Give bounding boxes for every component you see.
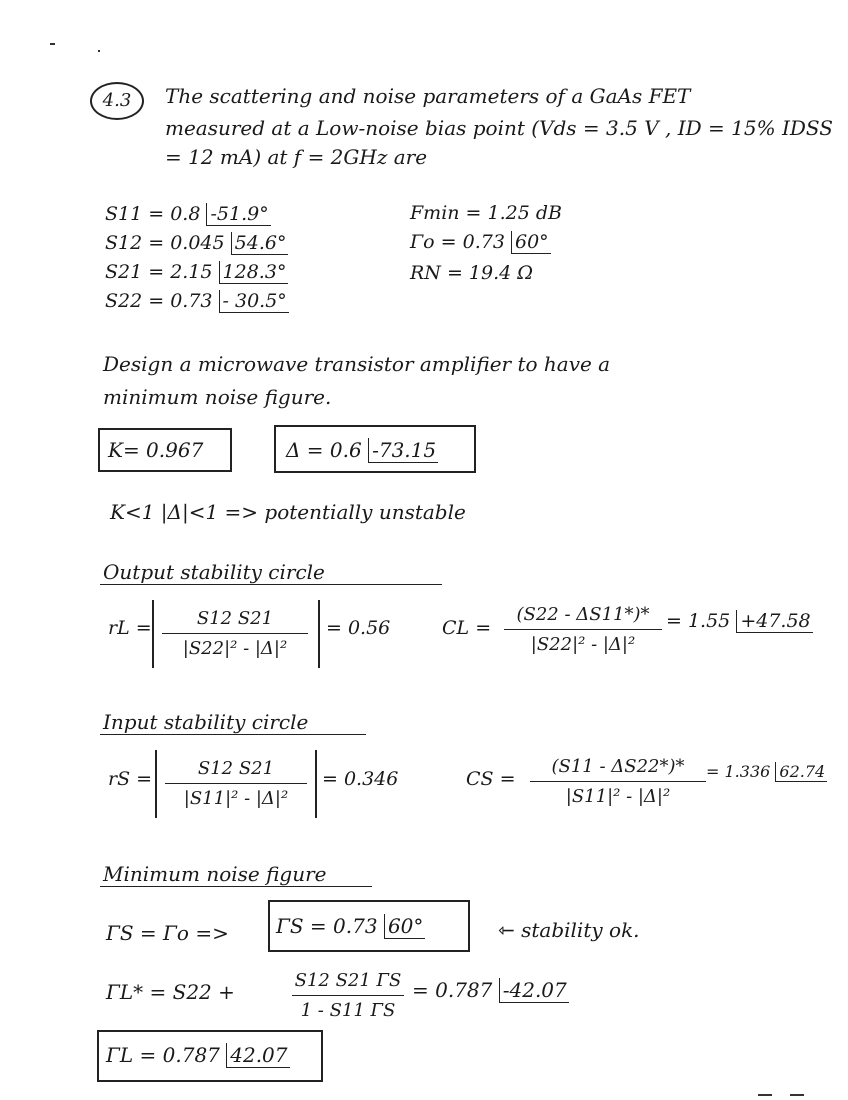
gamma-l-fraction xyxy=(292,970,404,1021)
s11-param: S11 = 0.8 -51.9° xyxy=(105,203,269,225)
rl-value: = 0.56 xyxy=(326,617,391,639)
cs-label: CS = xyxy=(466,768,516,790)
cl-denominator: |S22|² - |Δ|² xyxy=(530,634,636,655)
gamma-l-result: ΓL = 0.787 42.07 xyxy=(106,1043,288,1067)
rs-numerator: S12 S21 xyxy=(165,758,307,784)
min-noise-heading-underline xyxy=(100,886,372,887)
design-line-2: minimum noise figure. xyxy=(103,385,332,409)
s21-param: S21 = 2.15 128.3° xyxy=(105,261,287,283)
gamma-l-denominator: 1 - S11 ΓS xyxy=(300,1000,396,1021)
cs-denominator: |S11|² - |Δ|² xyxy=(565,786,671,807)
s22-param: S22 = 0.73 - 30.5° xyxy=(105,290,287,312)
design-line-1: Design a microwave transistor amplifier to have a xyxy=(103,352,611,376)
stray-mark xyxy=(758,1094,772,1096)
problem-line-2: measured at a Low-noise bias point (Vds = 3.5 V , ID = 15% IDSS xyxy=(165,116,833,140)
cl-label: CL = xyxy=(442,617,492,639)
problem-line-3: = 12 mA) at f = 2GHz are xyxy=(165,145,428,169)
gamma-l-value: = 0.787 -42.07 xyxy=(412,978,567,1002)
problem-number: 4.3 xyxy=(90,82,144,120)
gamma-l-lhs: ΓL* = S22 + xyxy=(106,980,235,1004)
gamma-o-param: Γo = 0.73 60° xyxy=(410,231,549,253)
abs-bar-right xyxy=(315,750,317,818)
cs-numerator: (S11 - ΔS22*)* xyxy=(530,756,706,782)
output-circle-heading: Output stability circle xyxy=(103,560,325,584)
problem-line-1: The scattering and noise parameters of a GaAs FET xyxy=(165,84,691,108)
abs-bar-left xyxy=(155,750,157,818)
abs-bar-right xyxy=(318,600,320,668)
fmin-param: Fmin = 1.25 dB xyxy=(410,202,562,224)
cl-value: = 1.55 +47.58 xyxy=(666,610,811,632)
stray-mark xyxy=(50,43,55,45)
rs-fraction xyxy=(165,758,307,809)
cs-value: = 1.336 62.74 xyxy=(706,762,826,781)
rl-denominator: |S22|² - |Δ|² xyxy=(182,638,288,659)
cl-fraction xyxy=(504,604,662,655)
cs-fraction xyxy=(530,756,706,807)
cl-numerator: (S22 - ΔS11*)* xyxy=(504,604,662,630)
input-heading-underline xyxy=(100,734,366,735)
k-factor: K= 0.967 xyxy=(108,438,204,462)
delta-value: Δ = 0.6 -73.15 xyxy=(286,438,437,462)
gamma-s-value: ΓS = 0.73 60° xyxy=(276,914,424,938)
rs-denominator: |S11|² - |Δ|² xyxy=(183,788,289,809)
rn-param: RN = 19.4 Ω xyxy=(410,262,534,284)
gamma-l-numerator: S12 S21 ΓS xyxy=(292,970,404,996)
gamma-s-equation: ΓS = Γo => xyxy=(106,921,229,945)
stability-ok-note: ⇽ stability ok. xyxy=(498,918,640,942)
rs-label: rS = xyxy=(108,768,153,790)
abs-bar-left xyxy=(152,600,154,668)
stability-conclusion: K<1 |Δ|<1 => potentially unstable xyxy=(110,500,466,524)
input-circle-heading: Input stability circle xyxy=(103,710,309,734)
stray-mark xyxy=(98,50,100,52)
rl-label: rL = xyxy=(108,617,152,639)
rs-value: = 0.346 xyxy=(322,768,399,790)
rl-fraction xyxy=(162,608,308,659)
min-noise-heading: Minimum noise figure xyxy=(103,862,327,886)
stray-mark xyxy=(790,1094,804,1096)
s12-param: S12 = 0.045 54.6° xyxy=(105,232,287,254)
rl-numerator: S12 S21 xyxy=(162,608,308,634)
output-heading-underline xyxy=(100,584,442,585)
